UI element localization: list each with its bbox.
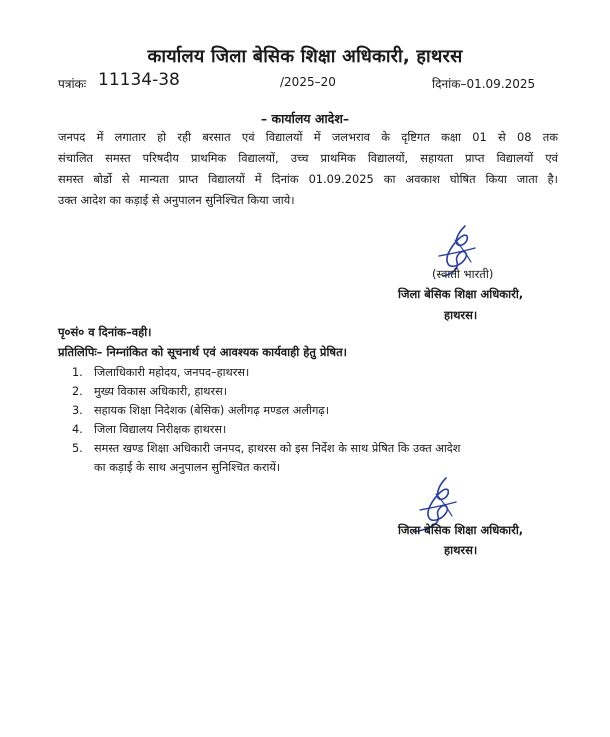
list-item-text: जिला विद्यालय निरीक्षक हाथरस।: [94, 423, 227, 436]
list-item-number: 5.: [72, 442, 83, 455]
list-item: [72, 382, 560, 401]
ref-label: पत्रांकः: [58, 77, 87, 91]
copy-heading: प्रतिलिपिः– निम्नांकित को सूचनार्थ एवं आवश्यक कार्यवाही हेतु प्रेषित।: [58, 345, 347, 359]
list-item: [72, 401, 560, 420]
order-heading: – कार्यालय आदेश–: [260, 111, 350, 126]
list-item-text: मुख्य विकास अधिकारी, हाथरस।: [94, 385, 228, 398]
order-line: समस्त बोर्डो से मान्यता प्राप्त विद्यालयों में दिनांक 01.09.2025 का अवकाश घोषित किया जाता है।: [58, 172, 558, 186]
order-line: उक्त आदेश का कड़ाई से अनुपालन सुनिश्चित किया जाये।: [58, 193, 295, 207]
list-item-text-continued: का कड़ाई के साथ अनुपालन सुनिश्चित करायें।: [94, 461, 281, 474]
ref-year: /2025–20: [280, 75, 336, 89]
office-title: कार्यालय जिला बेसिक शिक्षा अधिकारी, हाथरस: [147, 46, 463, 67]
copy-list: [72, 363, 560, 477]
signer-name: (स्वाती भारती): [432, 267, 494, 281]
reference-row: [58, 72, 558, 92]
order-line: संचालित समस्त परिषदीय प्राथमिक विद्यालयों, उच्च प्राथमिक विद्यालयों, सहायता प्राप्त विद्यालयों एवं: [58, 151, 558, 165]
list-item-text: सहायक शिक्षा निदेशक (बेसिक) अलीगढ़ मण्डल अलीगढ़।: [94, 404, 330, 417]
signer-designation-2: जिला बेसिक शिक्षा अधिकारी,: [398, 523, 524, 537]
signer-place-2: हाथरस।: [444, 543, 478, 557]
copy-ref-line: पृ०सं० व दिनांक–वही।: [58, 325, 152, 339]
list-item-number: 2.: [72, 385, 83, 398]
list-item-text: जिलाधिकारी महोदय, जनपद–हाथरस।: [94, 366, 250, 379]
order-body: [58, 127, 558, 211]
signer-place: हाथरस।: [444, 308, 478, 322]
ref-date: दिनांक–01.09.2025: [432, 77, 536, 91]
list-item-number: 1.: [72, 366, 83, 379]
order-line: जनपद में लगातार हो रही बरसात एवं विद्यालयों में जलभराव के दृष्टिगत कक्षा 01 से 08 तक: [58, 130, 558, 144]
list-item: [72, 420, 560, 439]
list-item: [72, 439, 560, 477]
list-item: [72, 363, 560, 382]
signer-designation: जिला बेसिक शिक्षा अधिकारी,: [398, 287, 524, 301]
list-item-text: समस्त खण्ड शिक्षा अधिकारी जनपद, हाथरस को इस निर्देश के साथ प्रेषित कि उक्त आदेश: [94, 442, 461, 455]
list-item-number: 3.: [72, 404, 83, 417]
ref-number: 11134-38: [98, 70, 180, 90]
list-item-number: 4.: [72, 423, 83, 436]
